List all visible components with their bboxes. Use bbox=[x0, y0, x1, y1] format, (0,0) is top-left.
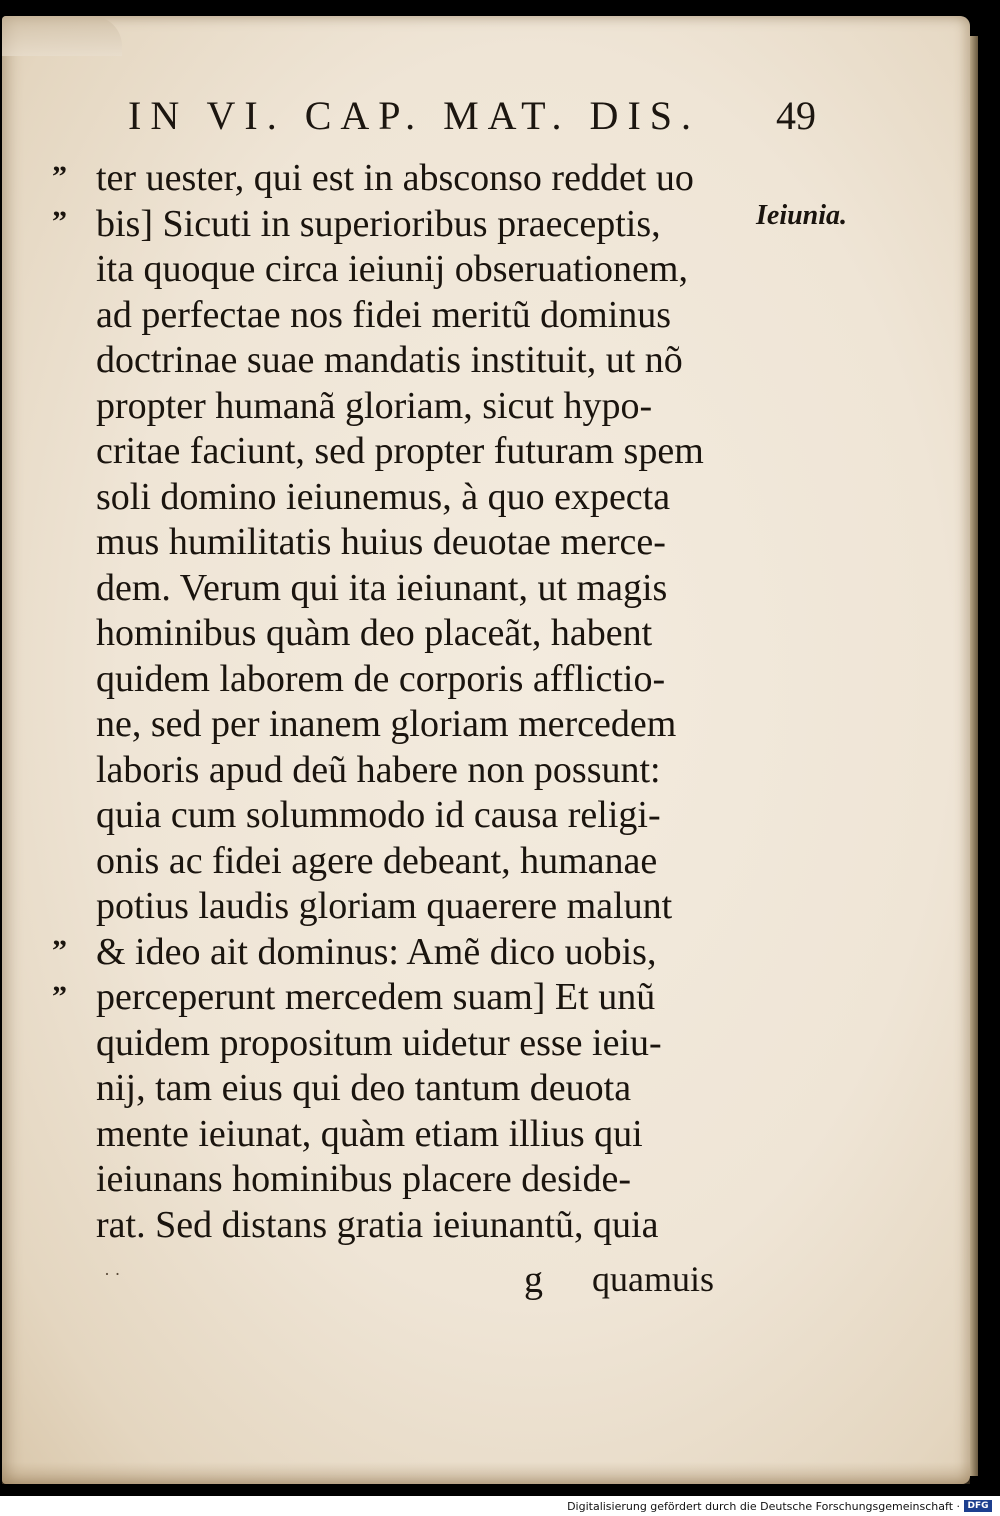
text-line: ne, sed per inanem gloriam mercedem bbox=[96, 703, 677, 745]
text-line: critae faciunt, sed propter futuram spem bbox=[96, 430, 704, 472]
quote-mark: ” bbox=[52, 205, 67, 238]
text-line: quidem propositum uidetur esse ieiu- bbox=[96, 1021, 662, 1064]
text-line: mus humilitatis huius deuotae merce- bbox=[96, 521, 666, 563]
stray-ink-marks: · · bbox=[104, 1264, 121, 1284]
quote-mark: ” bbox=[52, 160, 67, 193]
text-line: hominibus quàm deo placeãt, habent bbox=[96, 612, 653, 654]
text-line: & ideo ait dominus: Amẽ dico uobis, bbox=[96, 930, 657, 973]
text-line: nij, tam eius qui deo tantum deuota bbox=[96, 1067, 632, 1109]
quote-mark: ” bbox=[52, 980, 67, 1013]
text-line: propter humanã gloriam, sicut hypo- bbox=[96, 384, 653, 427]
marginal-note: Ieiunia. bbox=[756, 200, 848, 231]
text-line: ita quoque circa ieiunij obseruationem, bbox=[96, 248, 688, 290]
body-text bbox=[96, 156, 756, 1248]
page-bottom-shadow bbox=[2, 1462, 970, 1484]
quote-mark: ” bbox=[52, 934, 67, 967]
funding-credit: Digitalisierung gefördert durch die Deutsche Forschungsgemeinschaft · bbox=[567, 1500, 960, 1513]
text-line: laboris apud deũ habere non possunt: bbox=[96, 748, 661, 791]
text-line: ter uester, qui est in absconso reddet uo bbox=[96, 157, 694, 199]
text-line: mente ieiunat, quàm etiam illius qui bbox=[96, 1112, 643, 1155]
page-edge bbox=[970, 36, 978, 1476]
page-curl bbox=[2, 16, 122, 56]
text-line: bis] Sicuti in superioribus praeceptis, bbox=[96, 202, 661, 245]
signature-mark: g bbox=[524, 1259, 543, 1301]
text-line: ieiunans hominibus placere deside- bbox=[96, 1158, 632, 1200]
catchword: quamuis bbox=[592, 1259, 714, 1299]
text-line: soli domino ieiunemus, à quo expecta bbox=[96, 475, 671, 518]
running-head: IN VI. CAP. MAT. DIS. bbox=[128, 93, 701, 138]
text-line: potius laudis gloriam quaerere malunt bbox=[96, 885, 673, 927]
text-line: doctrinae suae mandatis instituit, ut nõ bbox=[96, 339, 683, 381]
text-line: rat. Sed distans gratia ieiunantũ, quia bbox=[96, 1203, 659, 1246]
text-line: dem. Verum qui ita ieiunant, ut magis bbox=[96, 566, 668, 609]
text-line: quidem laborem de corporis afflictio- bbox=[96, 657, 666, 700]
text-line: ad perfectae nos fidei meritũ dominus bbox=[96, 293, 672, 336]
dfg-logo-icon: DFG bbox=[964, 1500, 992, 1512]
page-number: 49 bbox=[776, 93, 816, 138]
text-line: onis ac fidei agere debeant, humanae bbox=[96, 839, 658, 882]
text-line: perceperunt mercedem suam] Et unũ bbox=[96, 976, 656, 1018]
text-line: quia cum solummodo id causa religi- bbox=[96, 794, 661, 836]
